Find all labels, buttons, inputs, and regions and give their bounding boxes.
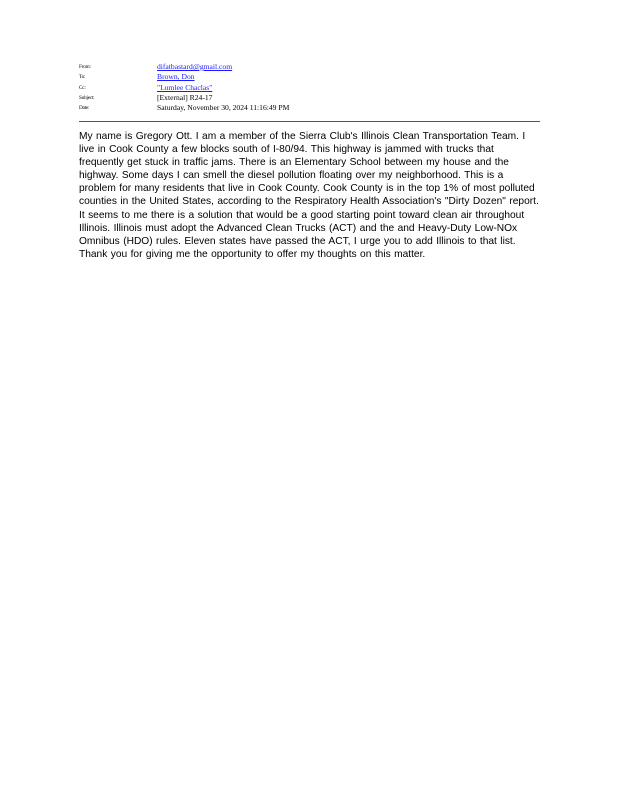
from-label: From:	[79, 64, 91, 70]
subject-row	[79, 93, 540, 103]
cc-recipient-link[interactable]: "Lumlee Chaclas"	[157, 82, 213, 92]
cc-label: Cc:	[79, 84, 86, 91]
header-divider	[79, 121, 540, 122]
date-value: Saturday, November 30, 2024 11:16:49 PM	[157, 103, 290, 113]
to-row	[79, 72, 540, 82]
cc-row	[79, 83, 540, 93]
to-label: To:	[79, 74, 86, 81]
email-header	[79, 62, 540, 113]
date-row	[79, 103, 540, 113]
to-recipient-link[interactable]: Brown, Don	[157, 72, 195, 82]
email-body	[79, 130, 541, 261]
email-body-paragraph: My name is Gregory Ott. I am a member of the Sierra Club's Illinois Clean Transportation Team. I live in Cook County a few blocks south of I-80/94. This highway is jammed with trucks that frequently get stuck in traffic jams. There is an Elementary School between my house and the highway. Some days I can smell the diesel pollution floating over my neighborhood. This is a problem for many residents that live in Cook County. Cook County is in the top 1% of most polluted counties in the United States, according to the Respiratory Health Association's "Dirty Dozen" report. It seems to me there is a solution that would be a good starting point toward clean air throughout Illinois. Illinois must adopt the Advanced Clean Trucks (ACT) and the and Heavy-Duty Low-NOx Omnibus (HDO) rules. Eleven states have passed the ACT, I urge you to add Illinois to that list. Thank you for giving me the opportunity to offer my thoughts on this matter.	[79, 131, 539, 260]
from-row	[79, 62, 540, 72]
from-email-link[interactable]: difatbastard@gmail.com	[157, 62, 233, 71]
subject-label: Subject:	[79, 94, 95, 101]
date-label: Date:	[79, 105, 90, 112]
subject-value: [External] R24-17	[157, 92, 213, 102]
